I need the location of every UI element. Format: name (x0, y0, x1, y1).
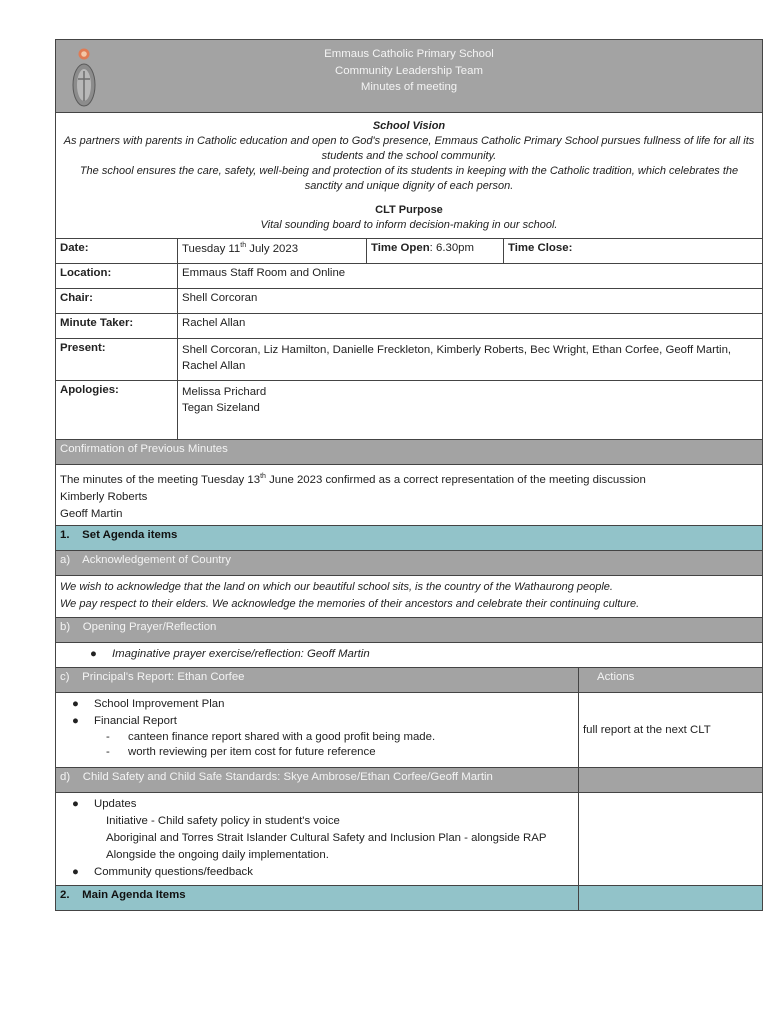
child-safety-line-2: Aboriginal and Torres Strait Islander Cultural Safety and Inclusion Plan - alongside RAP (106, 832, 547, 844)
minute-taker-value: Rachel Allan (182, 317, 246, 329)
minute-taker-row (55, 314, 763, 339)
location-row (55, 264, 763, 289)
bullet-icon: ● (72, 698, 79, 710)
principal-report-band (55, 668, 763, 693)
child-safety-band (55, 768, 763, 793)
prayer-band (55, 618, 763, 643)
prayer-heading: b) Opening Prayer/Reflection (60, 621, 217, 633)
child-safety-heading: d) Child Safety and Child Safe Standards: Skye Ambrose/Ethan Corfee/Geoff Martin (56, 768, 579, 792)
time-open: Time Open: 6.30pm (367, 239, 504, 263)
minutes-document (55, 39, 763, 911)
chair-row (55, 289, 763, 314)
apologies-row (55, 381, 763, 440)
bullet-icon: ● (72, 866, 79, 878)
child-safety-line-3: Alongside the ongoing daily implementation. (106, 849, 329, 861)
present-label: Present: (56, 339, 178, 380)
list-item: ● Community questions/feedback (82, 864, 574, 881)
principal-report-body (55, 693, 763, 768)
list-item: ● School Improvement Plan (82, 696, 574, 713)
purpose-text: Vital sounding board to inform decision-making in our school. (260, 219, 558, 231)
school-vision-block (55, 113, 763, 239)
prayer-body (55, 643, 763, 668)
confirmation-mover: Kimberly Roberts (60, 490, 148, 503)
acknowledgement-body (55, 576, 763, 618)
vision-line-1: As partners with parents in Catholic education and open to God's presence, Emmaus Catholic Primary School pursues fullness of life for all its students and the school community. (63, 135, 755, 162)
list-item: ● Financial Report (82, 713, 574, 730)
acknowledgement-band (55, 551, 763, 576)
acknowledgement-heading: a) Acknowledgement of Country (60, 554, 231, 566)
present-value: Shell Corcoran, Liz Hamilton, Danielle Freckleton, Kimberly Roberts, Bec Wright, Ethan Corfee, Geoff Martin, Rachel Allan (182, 344, 732, 372)
dash-icon: - (106, 731, 110, 743)
date-value: Tuesday 11th July 2023 (178, 239, 367, 263)
time-close-label: Time Close: (508, 242, 573, 254)
location-value: Emmaus Staff Room and Online (182, 267, 346, 279)
document-header (55, 39, 763, 113)
actions-heading: Actions (597, 671, 635, 683)
apologies-value (178, 381, 762, 439)
bullet-icon: ● (72, 798, 79, 810)
minute-taker-label: Minute Taker: (56, 314, 178, 338)
child-safety-line-1: Initiative - Child safety policy in student's voice (106, 815, 340, 827)
confirmation-body (55, 465, 763, 526)
vision-heading: School Vision (372, 120, 446, 132)
list-item: ● Updates (82, 796, 574, 813)
section-2-band (55, 886, 763, 911)
confirmation-seconder: Geoff Martin (60, 507, 123, 520)
list-item: ● Imaginative prayer exercise/reflection: Geoff Martin (100, 646, 758, 663)
sub-item: - canteen finance report shared with a good profit being made. (106, 731, 436, 743)
confirmation-text: The minutes of the meeting Tuesday 13th June 2023 confirmed as a correct representation of the meeting discussion (60, 473, 646, 486)
section-1-heading: 1. Set Agenda items (60, 529, 178, 541)
sub-item: - worth reviewing per item cost for future reference (106, 746, 376, 758)
confirmation-band (55, 440, 763, 465)
date-label: Date: (56, 239, 178, 263)
principal-report-heading: c) Principal's Report: Ethan Corfee (56, 668, 579, 692)
confirmation-heading: Confirmation of Previous Minutes (60, 443, 228, 455)
acknowledgement-line-1: We wish to acknowledge that the land on which our beautiful school sits, is the country of the Wathaurong people. (60, 581, 613, 593)
purpose-heading: CLT Purpose (375, 204, 443, 216)
apology-2: Tegan Sizeland (182, 402, 260, 414)
section-1-band (55, 526, 763, 551)
present-row (55, 339, 763, 381)
chair-value: Shell Corcoran (182, 292, 258, 304)
dash-icon: - (106, 746, 110, 758)
section-2-heading: 2. Main Agenda Items (56, 886, 579, 910)
apologies-label: Apologies: (56, 381, 178, 439)
team-name: Community Leadership Team (335, 64, 483, 77)
child-safety-action-cell (579, 793, 762, 885)
vision-line-2: The school ensures the care, safety, well-being and protection of its students in keeping with the Catholic tradition, which celebrates the sanctity and unique dignity of each person. (79, 165, 739, 192)
child-safety-body (55, 793, 763, 886)
apology-1: Melissa Prichard (182, 386, 267, 398)
date-row (55, 239, 763, 264)
location-label: Location: (56, 264, 178, 288)
section-2-actions (579, 886, 762, 910)
document-title: Minutes of meeting (360, 81, 458, 93)
bullet-icon: ● (90, 648, 97, 660)
principal-report-action: full report at the next CLT (583, 724, 711, 736)
chair-label: Chair: (56, 289, 178, 313)
acknowledgement-line-2: We pay respect to their elders. We acknowledge the memories of their ancestors and celebrate their continuing culture. (60, 598, 640, 610)
bullet-icon: ● (72, 715, 79, 727)
school-name: Emmaus Catholic Primary School (324, 48, 494, 60)
child-safety-actions (579, 768, 762, 792)
